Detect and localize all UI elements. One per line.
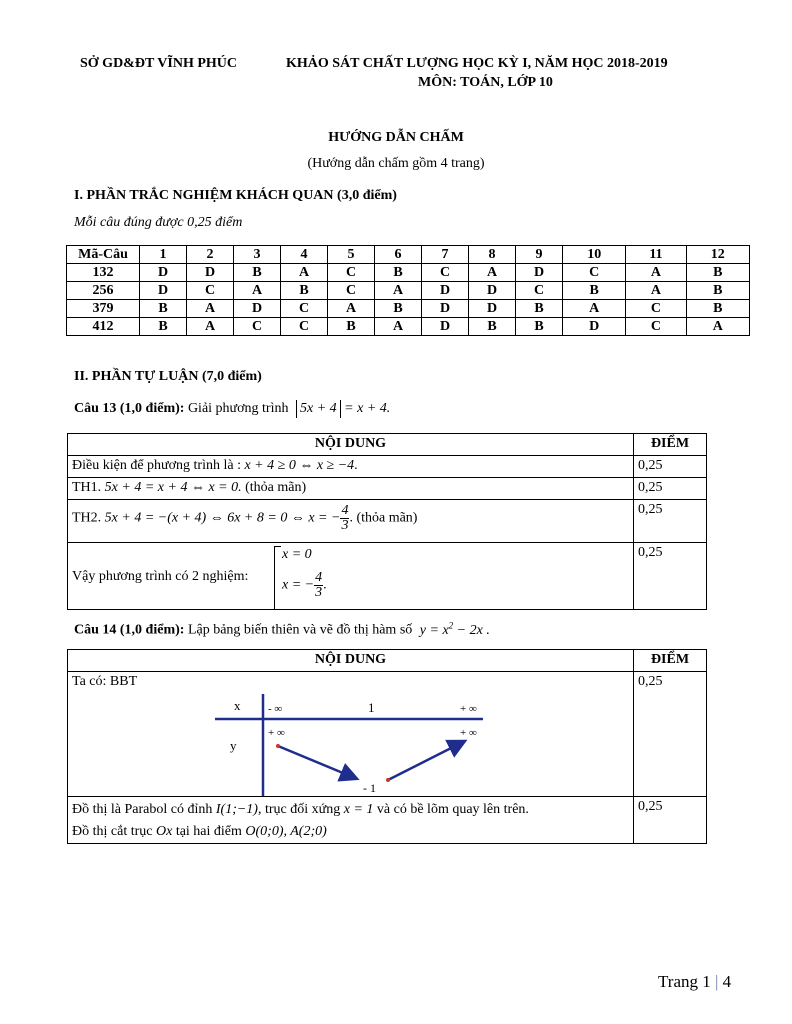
q13-score-4: 0,25 <box>634 543 707 610</box>
q13-r1-math: x + 4 ≥ 0 ⇔ x ≥ −4 <box>244 458 355 473</box>
answer-cell: C <box>234 318 281 336</box>
answer-key-header-row <box>67 246 750 264</box>
q13-r2-math: 5x + 4 = x + 4 ⇔ x = 0. <box>104 480 242 495</box>
answer-key-header-cell: 6 <box>375 246 422 264</box>
answer-cell: B <box>375 300 422 318</box>
answer-key-header-cell: 3 <box>234 246 281 264</box>
exam-code-cell: 132 <box>67 264 140 282</box>
q14-col-score: ĐIỂM <box>634 650 707 672</box>
answer-key-header-cell: 11 <box>626 246 686 264</box>
answer-key-header-cell: 10 <box>563 246 626 264</box>
answer-cell: C <box>187 282 234 300</box>
answer-cell: A <box>281 264 328 282</box>
variation-table <box>208 690 508 800</box>
answer-key-header-cell: 1 <box>140 246 187 264</box>
bbt-y-min: - 1 <box>363 781 376 795</box>
q14-text: Lập bảng biến thiên và vẽ đồ thị hàm số <box>187 622 413 638</box>
answer-cell: C <box>563 264 626 282</box>
bbt-arrow-down-start <box>276 744 280 748</box>
q13-score-2: 0,25 <box>634 478 707 500</box>
answer-cell: A <box>469 264 516 282</box>
footer-page-word: Trang <box>658 972 698 991</box>
q13-abs-expr: 5x + 4 <box>296 400 341 418</box>
answer-cell: A <box>375 282 422 300</box>
q13-row-case1 <box>68 478 634 500</box>
q14-function: $y = x^2 - 2x$ . <box>419 620 490 638</box>
answer-cell: B <box>469 318 516 336</box>
exam-code-cell: 256 <box>67 282 140 300</box>
bbt-neg-inf: - ∞ <box>268 703 283 715</box>
answer-cell: D <box>422 300 469 318</box>
q14-prompt <box>74 620 490 639</box>
footer-separator: | <box>715 972 719 991</box>
section1-note: Mỗi câu đúng được 0,25 điểm <box>74 215 243 230</box>
q13-table <box>67 433 707 610</box>
q14-row-graph <box>68 797 634 844</box>
q13-row-condition <box>68 456 634 478</box>
answer-cell: B <box>686 264 749 282</box>
q13-r4-text: Vậy phương trình có 2 nghiệm: <box>72 569 249 584</box>
bbt-one: 1 <box>368 700 375 715</box>
answer-cell: A <box>626 264 686 282</box>
answer-cell: B <box>563 282 626 300</box>
answer-cell: A <box>686 318 749 336</box>
q14-graph-line2: Đồ thị cắt trục Ox tại hai điểm O(0;0), A(2;0) <box>72 824 327 839</box>
q14-label: Câu 14 (1,0 điểm): <box>74 622 185 638</box>
answer-key-header-cell: 9 <box>516 246 563 264</box>
answer-cell: B <box>140 300 187 318</box>
q13-r3-fraction: $\frac{4}{3}$ <box>341 503 349 533</box>
exam-code-cell: 379 <box>67 300 140 318</box>
answer-key-row <box>67 282 750 300</box>
answer-cell: A <box>626 282 686 300</box>
answer-cell: A <box>328 300 375 318</box>
answer-key-header-cell: 12 <box>686 246 749 264</box>
header-department: SỞ GD&ĐT VĨNH PHÚC <box>80 56 238 71</box>
answer-cell: B <box>516 300 563 318</box>
answer-cell: C <box>626 318 686 336</box>
answer-key-header-cell: 5 <box>328 246 375 264</box>
answer-cell: D <box>469 300 516 318</box>
answer-cell: D <box>140 282 187 300</box>
q13-rhs: = x + 4. <box>344 401 391 416</box>
q14-graph-line1: Đồ thị là Parabol có đỉnh I(1;−1), trục đối xứng x = 1 và có bề lõm quay lên trên. <box>72 802 529 817</box>
answer-cell: C <box>281 300 328 318</box>
answer-key-header-cell: 4 <box>281 246 328 264</box>
q14-r1-text: Ta có: BBT <box>72 674 138 689</box>
q13-r3-math: 5x + 4 = −(x + 4) ⇔ 6x + 8 = 0 ⇔ x = − <box>104 510 341 526</box>
bbt-y-right: + ∞ <box>460 727 477 739</box>
q14-score-2: 0,25 <box>634 797 707 844</box>
answer-key-row <box>67 300 750 318</box>
answer-cell: A <box>187 300 234 318</box>
q13-row-case2 <box>68 500 634 543</box>
answer-key-header-cell: Mã-Câu <box>67 246 140 264</box>
q13-r3-note: . (thỏa mãn) <box>349 510 418 526</box>
q13-score-1: 0,25 <box>634 456 707 478</box>
q13-r2-pre: TH1. <box>72 480 102 495</box>
q14-score-1: 0,25 <box>634 672 707 797</box>
q13-prompt <box>74 400 390 418</box>
q14-table <box>67 649 707 844</box>
q13-r1-end: . <box>354 458 358 473</box>
q13-solution-2: x = − $\frac{4}{3}$ . <box>282 570 327 600</box>
page-title: HƯỚNG DẪN CHẤM <box>328 130 464 145</box>
answer-cell: C <box>422 264 469 282</box>
bbt-arrow-down <box>278 746 355 778</box>
bbt-x-label: x <box>234 698 241 713</box>
header-subject: MÔN: TOÁN, LỚP 10 <box>418 75 553 90</box>
answer-cell: D <box>140 264 187 282</box>
answer-cell: D <box>187 264 234 282</box>
answer-key-row <box>67 264 750 282</box>
answer-cell: B <box>375 264 422 282</box>
answer-cell: D <box>516 264 563 282</box>
bbt-y-left: + ∞ <box>268 727 285 739</box>
answer-key-header-cell: 2 <box>187 246 234 264</box>
answer-cell: B <box>281 282 328 300</box>
answer-key-row <box>67 318 750 336</box>
answer-cell: D <box>422 318 469 336</box>
q13-r3-pre: TH2. <box>72 510 102 526</box>
bbt-pos-inf: + ∞ <box>460 703 477 715</box>
q14-row-bbt <box>68 672 634 797</box>
q13-col-content: NỘI DUNG <box>68 434 634 456</box>
answer-cell: D <box>234 300 281 318</box>
answer-cell: B <box>686 300 749 318</box>
exam-code-cell: 412 <box>67 318 140 336</box>
answer-key-header-cell: 8 <box>469 246 516 264</box>
page-footer <box>658 972 731 992</box>
answer-cell: D <box>422 282 469 300</box>
answer-cell: B <box>234 264 281 282</box>
answer-cell: C <box>281 318 328 336</box>
q13-r2-note: (thỏa mãn) <box>245 480 307 495</box>
q13-solution-bracket <box>274 546 281 610</box>
answer-cell: A <box>375 318 422 336</box>
answer-cell: B <box>516 318 563 336</box>
answer-cell: A <box>563 300 626 318</box>
bbt-y-label: y <box>230 738 237 753</box>
bbt-arrow-up-start <box>386 778 390 782</box>
q13-col-score: ĐIỂM <box>634 434 707 456</box>
answer-cell: C <box>626 300 686 318</box>
footer-page-num: 1 <box>702 972 711 991</box>
section1-heading: I. PHẦN TRẮC NGHIỆM KHÁCH QUAN (3,0 điểm) <box>74 188 397 203</box>
answer-key-table <box>66 245 750 336</box>
q13-row-conclusion <box>68 543 634 610</box>
bbt-arrow-up <box>388 742 463 780</box>
footer-page-total: 4 <box>722 972 732 991</box>
q13-text: Giải phương trình <box>187 401 289 416</box>
answer-cell: A <box>187 318 234 336</box>
answer-key-header-cell: 7 <box>422 246 469 264</box>
answer-cell: C <box>328 264 375 282</box>
q13-label: Câu 13 (1,0 điểm): <box>74 401 185 416</box>
q13-solution-1: x = 0 <box>282 547 312 562</box>
answer-cell: D <box>469 282 516 300</box>
answer-cell: B <box>140 318 187 336</box>
q14-col-content: NỘI DUNG <box>68 650 634 672</box>
answer-cell: B <box>686 282 749 300</box>
q13-r1-text: Điều kiện để phương trình là : <box>72 458 241 473</box>
q13-score-3: 0,25 <box>634 500 707 543</box>
answer-cell: D <box>563 318 626 336</box>
answer-cell: B <box>328 318 375 336</box>
answer-cell: C <box>516 282 563 300</box>
page-subtitle: (Hướng dẫn chấm gồm 4 trang) <box>307 156 485 171</box>
header-exam-title: KHẢO SÁT CHẤT LƯỢNG HỌC KỲ I, NĂM HỌC 2018-2019 <box>286 56 668 71</box>
answer-cell: A <box>234 282 281 300</box>
section2-heading: II. PHẦN TỰ LUẬN (7,0 điểm) <box>74 369 262 384</box>
answer-cell: C <box>328 282 375 300</box>
